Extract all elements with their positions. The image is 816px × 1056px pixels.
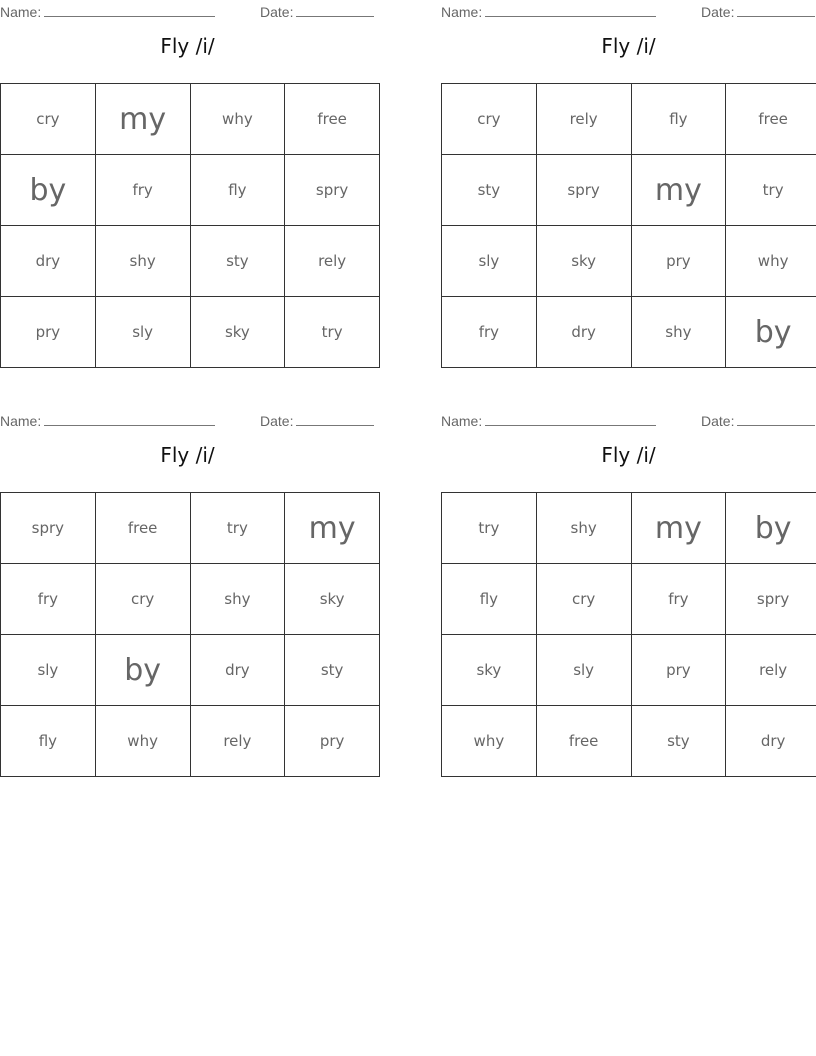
grid-cell: sty: [285, 635, 380, 706]
card-title: Fly /i/: [160, 443, 215, 467]
grid-cell: my: [631, 155, 726, 226]
grid-cell: pry: [1, 297, 96, 368]
grid-cell: fly: [190, 155, 285, 226]
date-blank-line: [737, 2, 815, 17]
grid-cell: by: [95, 635, 190, 706]
grid-cell: rely: [285, 226, 380, 297]
grid-row: [442, 84, 816, 155]
grid-cell: sly: [536, 635, 631, 706]
grid-cell: cry: [95, 564, 190, 635]
grid-cell: my: [95, 84, 190, 155]
name-field: [441, 2, 656, 20]
grid-cell: free: [285, 84, 380, 155]
grid-cell: fly: [442, 564, 537, 635]
grid-row: [442, 155, 816, 226]
grid-cell: sly: [95, 297, 190, 368]
grid-row: [442, 226, 816, 297]
grid-cell: my: [285, 493, 380, 564]
grid-cell: sty: [631, 706, 726, 777]
grid-cell: fry: [1, 564, 96, 635]
grid-row: [442, 706, 816, 777]
grid-row: [1, 155, 380, 226]
grid-cell: sty: [190, 226, 285, 297]
grid-cell: try: [190, 493, 285, 564]
card-title: Fly /i/: [601, 34, 656, 58]
date-field: [260, 411, 374, 429]
grid-row: [1, 635, 380, 706]
name-field: [0, 2, 215, 20]
grid-cell: spry: [285, 155, 380, 226]
grid-cell: free: [95, 493, 190, 564]
grid-row: [442, 297, 816, 368]
grid-cell: why: [95, 706, 190, 777]
grid-cell: try: [442, 493, 537, 564]
grid-cell: shy: [95, 226, 190, 297]
date-label: Date:: [701, 4, 735, 20]
grid-row: [442, 635, 816, 706]
grid-cell: why: [190, 84, 285, 155]
name-label: Name:: [441, 4, 483, 20]
card-title: Fly /i/: [601, 443, 656, 467]
grid-cell: spry: [1, 493, 96, 564]
name-label: Name:: [441, 413, 483, 429]
bingo-card: [0, 0, 375, 341]
name-field: [441, 411, 656, 429]
grid-cell: pry: [285, 706, 380, 777]
card-header: [0, 409, 375, 431]
bingo-card: [441, 0, 816, 350]
card-title: Fly /i/: [160, 34, 215, 58]
date-field: [701, 2, 815, 20]
bingo-grid: [441, 492, 816, 777]
grid-cell: shy: [536, 493, 631, 564]
grid-cell: dry: [536, 297, 631, 368]
grid-cell: dry: [726, 706, 816, 777]
grid-cell: pry: [631, 226, 726, 297]
grid-row: [1, 493, 380, 564]
grid-row: [442, 493, 816, 564]
date-blank-line: [296, 411, 374, 426]
grid-cell: sky: [285, 564, 380, 635]
grid-cell: by: [1, 155, 96, 226]
name-field: [0, 411, 215, 429]
grid-cell: my: [631, 493, 726, 564]
date-label: Date:: [260, 4, 294, 20]
grid-cell: by: [726, 493, 816, 564]
name-blank-line: [44, 411, 215, 426]
grid-cell: fry: [95, 155, 190, 226]
date-blank-line: [737, 411, 815, 426]
grid-row: [1, 564, 380, 635]
grid-cell: cry: [442, 84, 537, 155]
grid-cell: spry: [536, 155, 631, 226]
grid-cell: free: [536, 706, 631, 777]
name-blank-line: [44, 2, 215, 17]
grid-cell: fry: [631, 564, 726, 635]
grid-row: [442, 564, 816, 635]
grid-row: [1, 84, 380, 155]
grid-cell: rely: [536, 84, 631, 155]
name-blank-line: [485, 411, 656, 426]
date-field: [701, 411, 815, 429]
grid-cell: cry: [1, 84, 96, 155]
grid-cell: dry: [190, 635, 285, 706]
grid-cell: shy: [631, 297, 726, 368]
grid-cell: sky: [190, 297, 285, 368]
bingo-grid: [441, 83, 816, 368]
grid-cell: fly: [631, 84, 726, 155]
bingo-card: [441, 409, 816, 750]
grid-cell: sty: [442, 155, 537, 226]
grid-cell: pry: [631, 635, 726, 706]
name-blank-line: [485, 2, 656, 17]
grid-cell: why: [726, 226, 816, 297]
grid-cell: sky: [536, 226, 631, 297]
bingo-grid: [0, 492, 380, 777]
grid-cell: spry: [726, 564, 816, 635]
grid-row: [1, 706, 380, 777]
bingo-card: [0, 409, 375, 750]
date-field: [260, 2, 374, 20]
grid-cell: sky: [442, 635, 537, 706]
grid-cell: by: [726, 297, 816, 368]
grid-cell: try: [726, 155, 816, 226]
grid-cell: sly: [442, 226, 537, 297]
grid-cell: shy: [190, 564, 285, 635]
date-label: Date:: [260, 413, 294, 429]
grid-row: [1, 297, 380, 368]
name-label: Name:: [0, 413, 42, 429]
bingo-grid: [0, 83, 380, 368]
grid-cell: fry: [442, 297, 537, 368]
grid-cell: try: [285, 297, 380, 368]
grid-cell: cry: [536, 564, 631, 635]
grid-cell: free: [726, 84, 816, 155]
grid-cell: rely: [726, 635, 816, 706]
grid-cell: sly: [1, 635, 96, 706]
grid-cell: fly: [1, 706, 96, 777]
card-header: [0, 0, 375, 22]
card-header: [441, 409, 816, 431]
grid-cell: dry: [1, 226, 96, 297]
date-label: Date:: [701, 413, 735, 429]
grid-cell: why: [442, 706, 537, 777]
grid-row: [1, 226, 380, 297]
date-blank-line: [296, 2, 374, 17]
name-label: Name:: [0, 4, 42, 20]
grid-cell: rely: [190, 706, 285, 777]
card-header: [441, 0, 816, 22]
